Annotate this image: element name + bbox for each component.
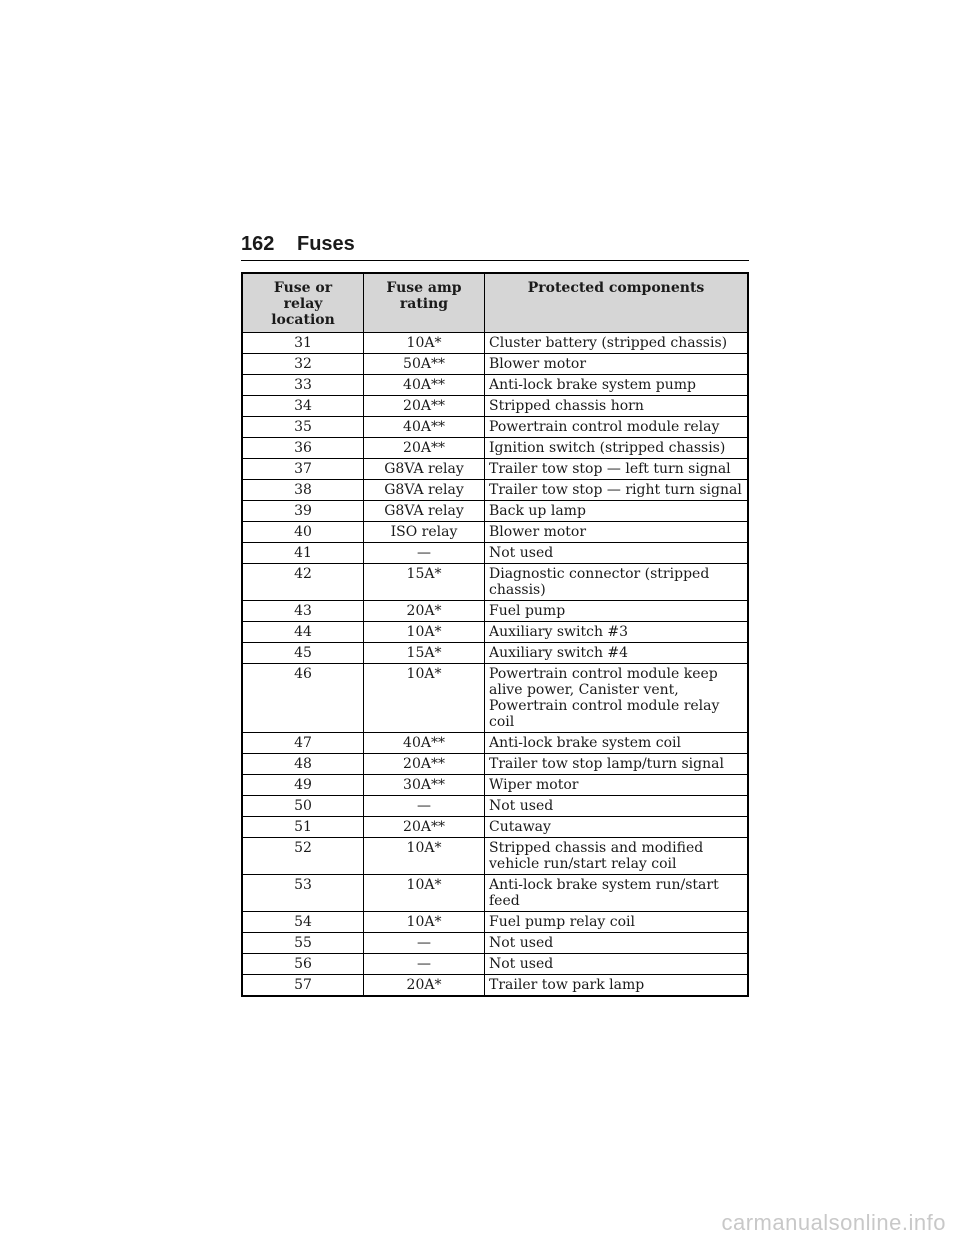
cell-fuse-location: 37 bbox=[242, 459, 364, 480]
cell-amp-rating: 20A** bbox=[364, 817, 485, 838]
table-row bbox=[242, 643, 748, 664]
cell-amp-rating: — bbox=[364, 933, 485, 954]
cell-protected-components: Stripped chassis and modified vehicle run/start relay coil bbox=[485, 838, 749, 875]
cell-amp-rating: 30A** bbox=[364, 775, 485, 796]
table-row bbox=[242, 817, 748, 838]
table-row bbox=[242, 664, 748, 733]
cell-fuse-location: 47 bbox=[242, 733, 364, 754]
column-header-location-label: Fuse or relay location bbox=[271, 280, 335, 328]
column-header-protected-components-label: Protected components bbox=[527, 280, 705, 296]
cell-fuse-location: 56 bbox=[242, 954, 364, 975]
cell-fuse-location: 54 bbox=[242, 912, 364, 933]
table-row bbox=[242, 875, 748, 912]
cell-amp-rating: G8VA relay bbox=[364, 459, 485, 480]
column-header-amp-rating bbox=[364, 273, 485, 333]
table-row bbox=[242, 775, 748, 796]
table-row bbox=[242, 543, 748, 564]
cell-fuse-location: 55 bbox=[242, 933, 364, 954]
cell-amp-rating: 20A* bbox=[364, 975, 485, 997]
cell-protected-components: Ignition switch (stripped chassis) bbox=[485, 438, 749, 459]
cell-protected-components: Back up lamp bbox=[485, 501, 749, 522]
cell-protected-components: Anti-lock brake system coil bbox=[485, 733, 749, 754]
column-header-location bbox=[242, 273, 364, 333]
cell-protected-components: Anti-lock brake system pump bbox=[485, 375, 749, 396]
cell-fuse-location: 50 bbox=[242, 796, 364, 817]
cell-protected-components: Powertrain control module relay bbox=[485, 417, 749, 438]
cell-fuse-location: 46 bbox=[242, 664, 364, 733]
cell-fuse-location: 42 bbox=[242, 564, 364, 601]
table-row bbox=[242, 501, 748, 522]
table-row bbox=[242, 564, 748, 601]
cell-amp-rating: — bbox=[364, 796, 485, 817]
cell-fuse-location: 52 bbox=[242, 838, 364, 875]
table-row bbox=[242, 796, 748, 817]
cell-amp-rating: 10A* bbox=[364, 622, 485, 643]
cell-amp-rating: 20A** bbox=[364, 396, 485, 417]
cell-fuse-location: 33 bbox=[242, 375, 364, 396]
cell-protected-components: Not used bbox=[485, 796, 749, 817]
page-number: 162 bbox=[241, 233, 275, 255]
cell-fuse-location: 36 bbox=[242, 438, 364, 459]
column-header-protected-components bbox=[485, 273, 749, 333]
cell-fuse-location: 51 bbox=[242, 817, 364, 838]
cell-amp-rating: 15A* bbox=[364, 564, 485, 601]
table-row bbox=[242, 933, 748, 954]
cell-amp-rating: 10A* bbox=[364, 912, 485, 933]
cell-amp-rating: 15A* bbox=[364, 643, 485, 664]
table-row bbox=[242, 354, 748, 375]
cell-protected-components: Wiper motor bbox=[485, 775, 749, 796]
cell-fuse-location: 40 bbox=[242, 522, 364, 543]
cell-protected-components: Trailer tow stop — right turn signal bbox=[485, 480, 749, 501]
cell-amp-rating: 40A** bbox=[364, 375, 485, 396]
cell-amp-rating: 10A* bbox=[364, 875, 485, 912]
table-row bbox=[242, 375, 748, 396]
table-row bbox=[242, 396, 748, 417]
fuse-table-header bbox=[242, 273, 748, 333]
page-header bbox=[241, 232, 749, 261]
cell-fuse-location: 45 bbox=[242, 643, 364, 664]
cell-protected-components: Fuel pump relay coil bbox=[485, 912, 749, 933]
section-title: Fuses bbox=[297, 233, 355, 255]
cell-fuse-location: 48 bbox=[242, 754, 364, 775]
table-row bbox=[242, 954, 748, 975]
cell-amp-rating: 40A** bbox=[364, 733, 485, 754]
cell-protected-components: Cluster battery (stripped chassis) bbox=[485, 333, 749, 354]
cell-protected-components: Not used bbox=[485, 543, 749, 564]
cell-protected-components: Auxiliary switch #4 bbox=[485, 643, 749, 664]
cell-protected-components: Trailer tow park lamp bbox=[485, 975, 749, 997]
cell-amp-rating: 40A** bbox=[364, 417, 485, 438]
cell-protected-components: Cutaway bbox=[485, 817, 749, 838]
cell-amp-rating: G8VA relay bbox=[364, 480, 485, 501]
cell-fuse-location: 32 bbox=[242, 354, 364, 375]
table-row bbox=[242, 754, 748, 775]
cell-fuse-location: 43 bbox=[242, 601, 364, 622]
fuse-table bbox=[241, 272, 749, 997]
cell-protected-components: Auxiliary switch #3 bbox=[485, 622, 749, 643]
cell-amp-rating: 20A** bbox=[364, 754, 485, 775]
cell-amp-rating: G8VA relay bbox=[364, 501, 485, 522]
cell-protected-components: Anti-lock brake system run/start feed bbox=[485, 875, 749, 912]
cell-protected-components: Powertrain control module keep alive power, Canister vent, Powertrain control module relay coil bbox=[485, 664, 749, 733]
header-row bbox=[242, 273, 748, 333]
cell-amp-rating: 10A* bbox=[364, 333, 485, 354]
cell-amp-rating: 20A** bbox=[364, 438, 485, 459]
cell-fuse-location: 31 bbox=[242, 333, 364, 354]
cell-amp-rating: ISO relay bbox=[364, 522, 485, 543]
cell-amp-rating: 10A* bbox=[364, 664, 485, 733]
cell-protected-components: Not used bbox=[485, 954, 749, 975]
cell-amp-rating: — bbox=[364, 543, 485, 564]
table-row bbox=[242, 912, 748, 933]
cell-fuse-location: 53 bbox=[242, 875, 364, 912]
cell-fuse-location: 49 bbox=[242, 775, 364, 796]
cell-fuse-location: 57 bbox=[242, 975, 364, 997]
table-row bbox=[242, 459, 748, 480]
cell-protected-components: Diagnostic connector (stripped chassis) bbox=[485, 564, 749, 601]
table-row bbox=[242, 480, 748, 501]
cell-fuse-location: 44 bbox=[242, 622, 364, 643]
column-header-amp-rating-label: Fuse amp rating bbox=[386, 280, 462, 312]
table-row bbox=[242, 417, 748, 438]
cell-protected-components: Blower motor bbox=[485, 522, 749, 543]
cell-protected-components: Not used bbox=[485, 933, 749, 954]
table-row bbox=[242, 522, 748, 543]
watermark: carmanualsonline.info bbox=[721, 1210, 946, 1235]
table-row bbox=[242, 975, 748, 997]
cell-protected-components: Fuel pump bbox=[485, 601, 749, 622]
cell-protected-components: Blower motor bbox=[485, 354, 749, 375]
cell-protected-components: Trailer tow stop lamp/turn signal bbox=[485, 754, 749, 775]
cell-amp-rating: — bbox=[364, 954, 485, 975]
cell-fuse-location: 39 bbox=[242, 501, 364, 522]
table-row bbox=[242, 601, 748, 622]
cell-amp-rating: 10A* bbox=[364, 838, 485, 875]
cell-fuse-location: 35 bbox=[242, 417, 364, 438]
table-row bbox=[242, 438, 748, 459]
cell-protected-components: Trailer tow stop — left turn signal bbox=[485, 459, 749, 480]
cell-protected-components: Stripped chassis horn bbox=[485, 396, 749, 417]
cell-amp-rating: 20A* bbox=[364, 601, 485, 622]
cell-fuse-location: 38 bbox=[242, 480, 364, 501]
cell-amp-rating: 50A** bbox=[364, 354, 485, 375]
table-row bbox=[242, 733, 748, 754]
cell-fuse-location: 41 bbox=[242, 543, 364, 564]
cell-fuse-location: 34 bbox=[242, 396, 364, 417]
table-row bbox=[242, 622, 748, 643]
table-row bbox=[242, 838, 748, 875]
table-row bbox=[242, 333, 748, 354]
fuse-table-body bbox=[242, 333, 748, 997]
